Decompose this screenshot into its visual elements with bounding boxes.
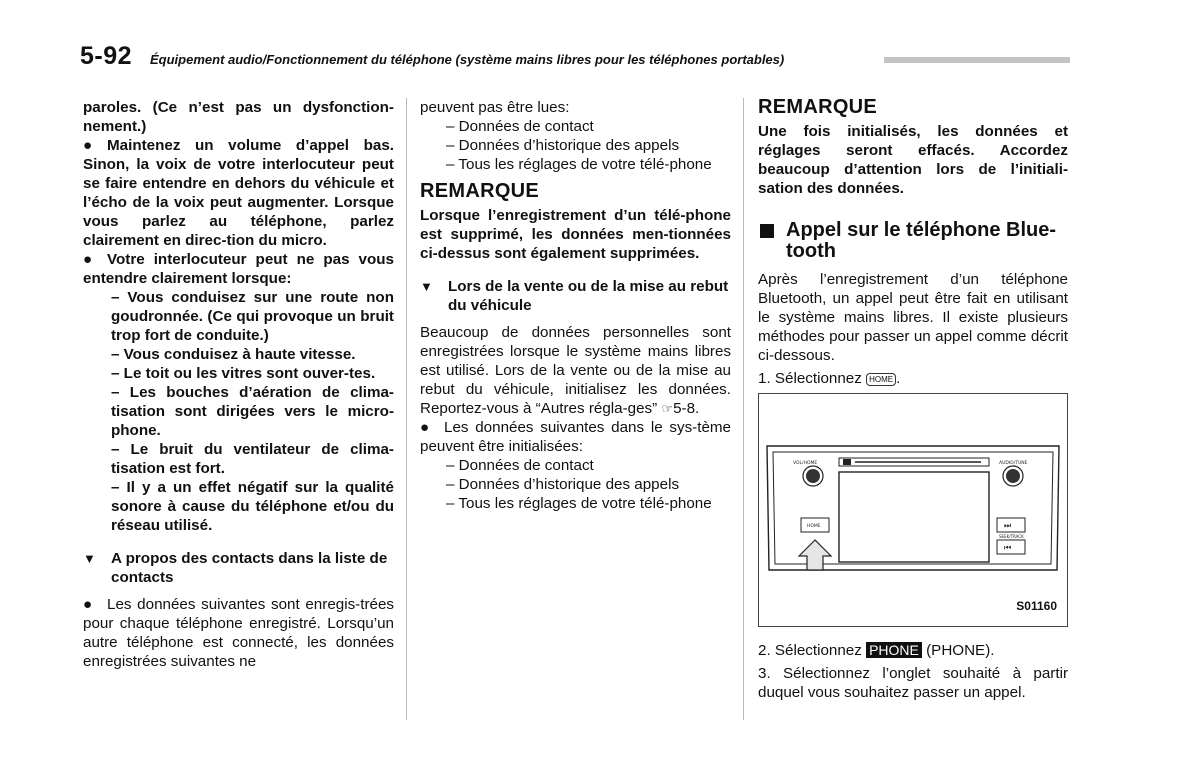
- subsection-heading: ▼ Lors de la vente ou de la mise au rebut du véhicule: [420, 278, 729, 314]
- phone-key: PHONE: [866, 642, 922, 658]
- bullet-item: ● Les données suivantes sont enregis-trées pour chaque téléphone enregistré. Lorsqu’un autre téléphone est connecté, les données enregistrées suivantes ne: [83, 596, 394, 670]
- paragraph: Après l’enregistrement d’un téléphone Bluetooth, un appel peut être fait en utilisant le système mains libres. Il existe plusieurs méthodes pour passer un appel comme décrit ci-dessous.: [758, 271, 1068, 364]
- dash-item: – Le toit ou les vitres sont ouver-tes.: [111, 365, 376, 382]
- svg-text:⏮: ⏮: [1004, 543, 1012, 552]
- list-item: – Données d’historique des appels: [446, 137, 680, 154]
- figure-label: S01160: [1016, 599, 1057, 613]
- svg-text:SEEK/TRACK: SEEK/TRACK: [999, 534, 1024, 539]
- home-key-icon: HOME: [866, 373, 896, 386]
- remarque-text: Lorsque l’enregistrement d’un télé-phone est supprimé, les données men-tionnées ci-dessus sont également supprimées.: [420, 207, 731, 262]
- header-title: Équipement audio/Fonctionnement du téléphone (système mains libres pour les téléphones portables): [150, 52, 785, 67]
- dash-item: – Les bouches d’aération de clima-tisation sont dirigées vers le micro-phone.: [111, 384, 394, 439]
- bullet-icon: ●: [83, 251, 93, 268]
- page-number: 5-92: [80, 42, 133, 70]
- dash-item: – Vous conduisez à haute vitesse.: [111, 346, 356, 363]
- svg-text:AUDIO/TUNE: AUDIO/TUNE: [999, 461, 1028, 466]
- subsection-heading: ▼ A propos des contacts dans la liste de contacts: [83, 550, 388, 586]
- header-bar: [884, 57, 1070, 63]
- list-item: – Tous les réglages de votre télé-phone: [446, 156, 712, 173]
- dash-list: [83, 288, 394, 535]
- bullet-icon: ●: [83, 596, 93, 613]
- list-item: – Données de contact: [446, 457, 594, 474]
- bullet-icon: ●: [83, 137, 93, 154]
- square-icon: [760, 224, 774, 238]
- step-2: 2. Sélectionnez PHONE (PHONE).: [758, 642, 995, 659]
- dash-item: – Il y a un effet négatif sur la qualité sonore à cause du téléphone et/ou du réseau utilisé.: [111, 479, 394, 534]
- remarque-title: REMARQUE: [420, 180, 540, 202]
- column-2: [420, 98, 731, 513]
- triangle-down-icon: ▼: [420, 279, 433, 294]
- figure-head-unit: [758, 393, 1068, 627]
- list-item: – Tous les réglages de votre télé-phone: [446, 495, 712, 512]
- column-divider-1: [406, 98, 407, 720]
- paragraph: Beaucoup de données personnelles sont enregistrées lorsque le système mains libres est utilisé. Lors de la vente ou de la mise au rebut du véhicule, initialisez les données. Reportez-vous à “Autres régla-ges” ☞5-8.: [420, 324, 731, 417]
- column-1: [83, 98, 394, 671]
- dash-item: – Le bruit du ventilateur de clima-tisation est fort.: [111, 441, 394, 477]
- bullet-icon: ●: [420, 419, 430, 436]
- dash-item: – Vous conduisez sur une route non goudronnée. (Ce qui provoque un bruit trop fort de conduite.): [111, 289, 394, 344]
- triangle-down-icon: ▼: [83, 551, 96, 566]
- column-divider-2: [743, 98, 744, 720]
- step-1: 1. Sélectionnez HOME .: [758, 370, 901, 387]
- bullet-item: ● Maintenez un volume d’appel bas. Sinon, la voix de votre interlocuteur peut se faire entendre en dehors du véhicule et l’écho de la voix peut augmenter. Lorsque vous parlez au téléphone, parlez clairement en direc-tion du micro.: [83, 137, 394, 249]
- head-unit-illustration: [759, 394, 1067, 626]
- svg-text:HOME: HOME: [807, 524, 821, 529]
- svg-text:⏭: ⏭: [1004, 521, 1012, 530]
- list-item: – Données d’historique des appels: [446, 476, 680, 493]
- section-heading: Appel sur le téléphone Blue-tooth: [758, 220, 1068, 262]
- paragraph: peuvent pas être lues:: [420, 99, 570, 116]
- bullet-item: ● Votre interlocuteur peut ne pas vous entendre clairement lorsque:: [83, 251, 394, 287]
- remarque-title: REMARQUE: [758, 96, 878, 118]
- page-header: [80, 40, 1070, 70]
- svg-text:VOL/HOME: VOL/HOME: [793, 461, 818, 466]
- bullet-item: ● Les données suivantes dans le sys-tème peuvent être initialisées:: [420, 419, 731, 455]
- reference-icon: ☞: [661, 401, 674, 416]
- column-3: [758, 98, 1068, 702]
- step-3: 3. Sélectionnez l’onglet souhaité à partir duquel vous souhaitez passer un appel.: [758, 665, 1068, 701]
- list-item: – Données de contact: [446, 118, 594, 135]
- paragraph: paroles. (Ce n’est pas un dysfonction-nement.): [83, 99, 394, 135]
- remarque-text: Une fois initialisés, les données et réglages seront effacés. Accordez beaucoup d’attention lors de l’initiali-sation des données.: [758, 123, 1068, 197]
